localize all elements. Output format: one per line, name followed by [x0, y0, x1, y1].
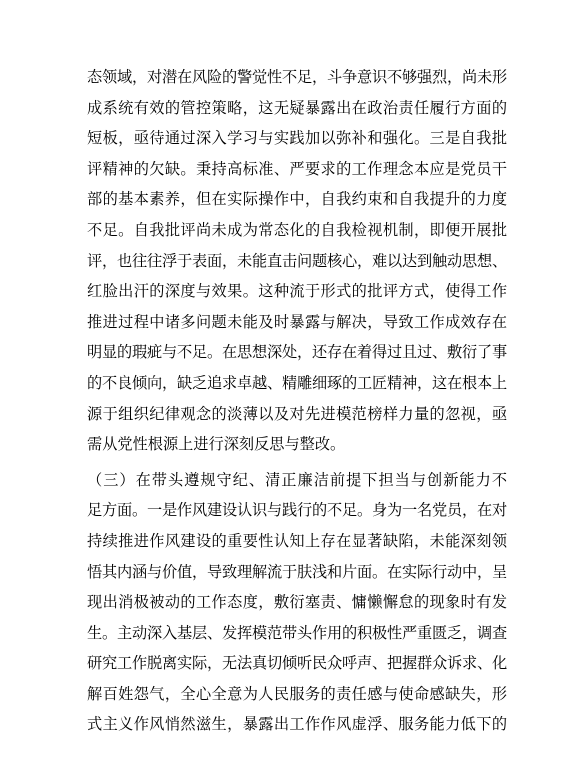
- text-line: 解百姓怨气，全心全意为人民服务的责任感与使命感缺失，形: [87, 684, 507, 703]
- text-line: 的不良倾向，缺乏追求卓越、精雕细琢的工匠精神，这在根本上: [87, 373, 507, 392]
- text-line: 红脸出汗的深度与效果。这种流于形式的批评方式，使得工作: [87, 282, 507, 301]
- text-line: 持续推进作风建设的重要性认知上存在显著缺陷，未能深刻领: [87, 531, 507, 550]
- text-line: 不足。自我批评尚未成为常态化的自我检视机制，即便开展批: [87, 220, 507, 239]
- text-line: 成系统有效的管控策略，这无疑暴露出在政治责任履行方面的: [87, 98, 507, 117]
- text-line: 评精神的欠缺。秉持高标准、严要求的工作理念本应是党员干: [87, 159, 507, 178]
- text-line: 评，也往往浮于表面，未能直击问题核心，难以达到触动思想、: [87, 251, 507, 270]
- text-line: 短板，亟待通过深入学习与实践加以弥补和强化。三是自我批: [87, 129, 507, 148]
- text-line: （三）在带头遵规守纪、清正廉洁前提下担当与创新能力不: [87, 470, 507, 489]
- text-line: 式主义作风悄然滋生，暴露出工作作风虚浮、服务能力低下的: [87, 715, 507, 734]
- body-text: [87, 62, 507, 740]
- text-line: 明显的瑕疵与不足。在思想深处，还存在着得过且过、敷衍了事: [87, 343, 507, 362]
- text-line: 部的基本素养，但在实际操作中，自我约束和自我提升的力度: [87, 190, 507, 209]
- text-line: 态领域，对潜在风险的警觉性不足，斗争意识不够强烈，尚未形: [87, 68, 507, 86]
- text-line: 现出消极被动的工作态度，敷衍塞责、慵懒懈怠的现象时有发: [87, 593, 507, 612]
- paragraph-1: [87, 62, 507, 460]
- text-line: 悟其内涵与价值，导致理解流于肤浅和片面。在实际行动中，呈: [87, 562, 507, 581]
- text-line: 需从党性根源上进行深刻反思与整改。: [87, 435, 346, 454]
- text-line: 足方面。一是作风建设认识与践行的不足。身为一名党员，在对: [87, 501, 507, 520]
- text-line: 源于组织纪律观念的淡薄以及对先进模范榜样力量的忽视，亟: [87, 404, 507, 423]
- text-line: 研究工作脱离实际，无法真切倾听民众呼声、把握群众诉求、化: [87, 654, 507, 673]
- text-line: 生。主动深入基层、发挥模范带头作用的积极性严重匮乏，调查: [87, 623, 507, 642]
- text-line: 推进过程中诸多问题未能及时暴露与解决，导致工作成效存在: [87, 312, 507, 331]
- paragraph-2: [87, 465, 507, 740]
